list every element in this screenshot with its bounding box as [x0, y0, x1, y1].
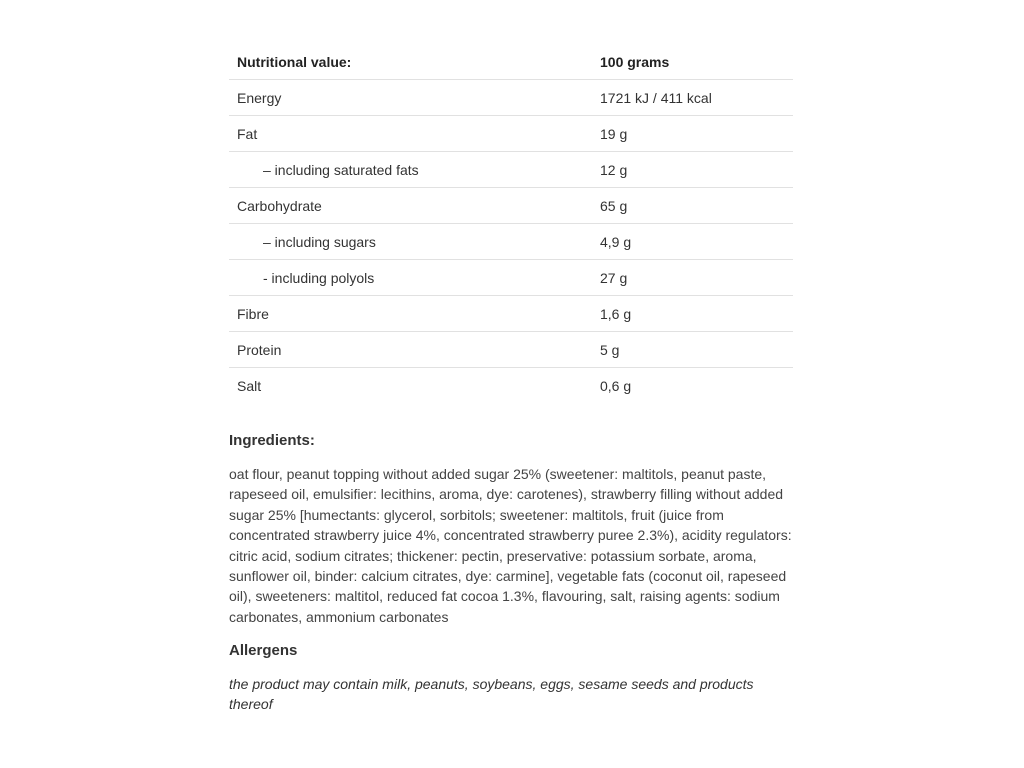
nutrient-value: 5 g	[592, 332, 793, 368]
nutrient-label: Carbohydrate	[229, 188, 592, 224]
nutrient-label: Fat	[229, 116, 592, 152]
ingredients-text: oat flour, peanut topping without added sugar 25% (sweetener: maltitols, peanut paste, rapeseed oil, emulsifier: lecithins, aroma, dye: carotenes), strawberry filling without added sugar 25% [humectants: glycerol, sorbitols; sweetener: maltitols, fruit (juice from concentrated strawberry juice 4%, concentrated strawberry puree 2.3%), acidity regulators: citric acid, sodium citrates; thickener: pectin, preservative: potassium sorbate, aroma, sunflower oil, binder: calcium citrates, dye: carmine], vegetable fats (coconut oil, rapeseed oil), sweeteners: maltitol, reduced fat cocoa 1.3%, flavouring, salt, raising agents: sodium carbonates, ammonium carbonates	[229, 466, 792, 625]
nutrient-value: 1721 kJ / 411 kcal	[592, 80, 793, 116]
nutrition-header-value: 100 grams	[592, 44, 793, 80]
nutrient-label: Fibre	[229, 296, 592, 332]
nutrition-row-protein	[229, 332, 793, 368]
nutrient-label: - including polyols	[229, 260, 592, 296]
ingredients-heading: Ingredients:	[229, 432, 315, 449]
nutrient-value: 12 g	[592, 152, 793, 188]
nutrient-label: – including sugars	[229, 224, 592, 260]
nutrition-header-row	[229, 44, 793, 80]
nutrient-label: Protein	[229, 332, 592, 368]
nutrition-row-polyols	[229, 260, 793, 296]
nutrient-value: 0,6 g	[600, 377, 632, 394]
nutrient-label: Energy	[229, 80, 592, 116]
allergens-heading: Allergens	[229, 642, 298, 659]
nutrition-header-label: Nutritional value:	[229, 44, 592, 80]
nutrition-table	[229, 44, 793, 403]
nutrition-row-salt	[229, 368, 793, 404]
nutrient-value: 1,6 g	[592, 296, 793, 332]
nutrient-label: Salt	[237, 377, 262, 394]
nutrient-value: 27 g	[592, 260, 793, 296]
nutrient-label: – including saturated fats	[229, 152, 592, 188]
nutrient-value: 65 g	[592, 188, 793, 224]
nutrient-value: 4,9 g	[592, 224, 793, 260]
nutrition-row-carbohydrate	[229, 188, 793, 224]
nutrient-value: 19 g	[592, 116, 793, 152]
nutrition-row-saturated-fats	[229, 152, 793, 188]
nutrition-row-energy	[229, 80, 793, 116]
nutrition-row-fibre	[229, 296, 793, 332]
nutrition-row-sugars	[229, 224, 793, 260]
allergens-text: the product may contain milk, peanuts, soybeans, eggs, sesame seeds and products thereof	[229, 676, 754, 713]
nutrition-row-fat	[229, 116, 793, 152]
product-info	[229, 44, 794, 713]
